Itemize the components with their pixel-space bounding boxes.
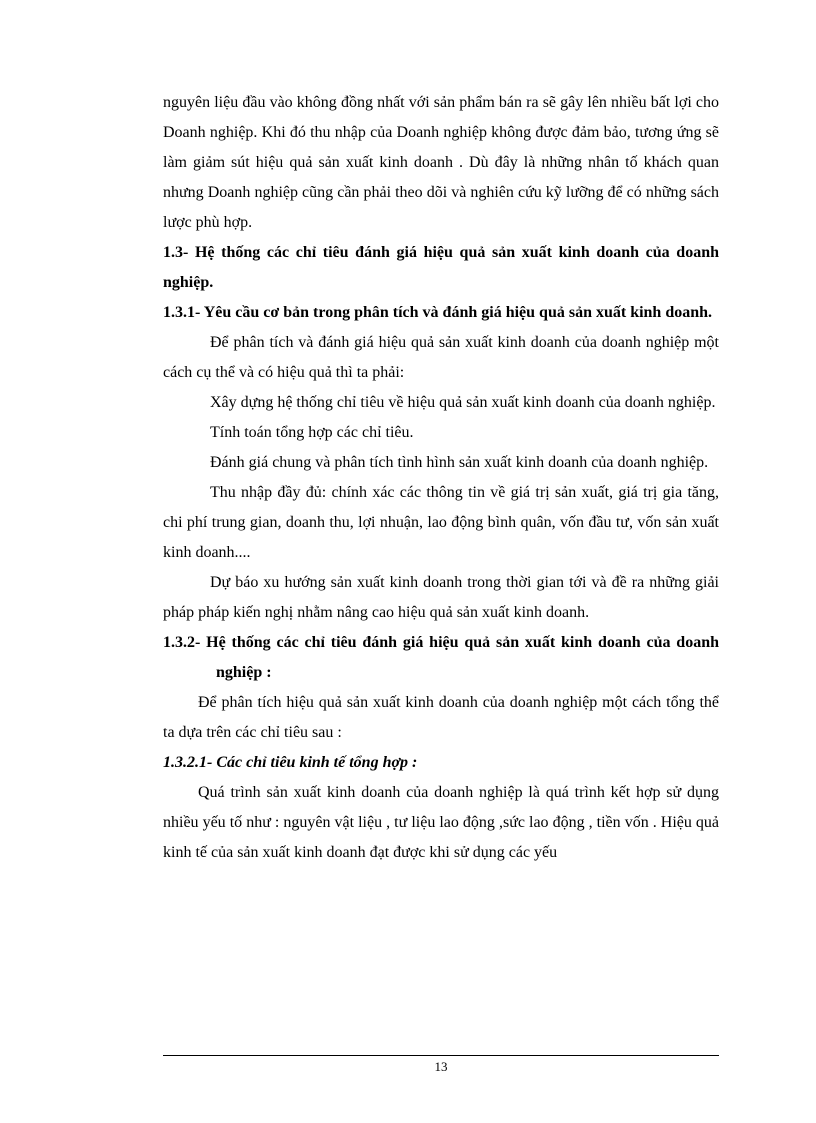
subsection-heading-1-3-2-1: 1.3.2.1- Các chỉ tiêu kinh tế tổng hợp : — [163, 754, 418, 771]
section-heading-1-3: 1.3- Hệ thống các chỉ tiêu đánh giá hiệu quả sản xuất kinh doanh của doanh nghiệp. — [163, 244, 719, 291]
list-item-evaluate: Đánh giá chung và phân tích tình hình sản xuất kinh doanh của doanh nghiệp. — [210, 454, 709, 471]
document-body — [163, 88, 719, 868]
body-paragraph-1: nguyên liệu đầu vào không đồng nhất với sản phẩm bán ra sẽ gây lên nhiều bất lợi cho Doanh nghiệp. Khi đó thu nhập của Doanh nghiệp không được đảm bảo, tương ứng sẽ làm giảm sút hiệu quả sản xuất kinh doanh . Dù đây là những nhân tố khách quan nhưng Doanh nghiệp cũng cần phải theo dõi và nghiên cứu kỹ lưỡng để có những sách lược phù hợp. — [163, 94, 719, 231]
body-paragraph-3: Để phân tích hiệu quả sản xuất kinh doanh của doanh nghiệp một cách tổng thể ta dựa trên các chỉ tiêu sau : — [163, 694, 719, 741]
body-paragraph-4: Quá trình sản xuất kinh doanh của doanh nghiệp là quá trình kết hợp sử dụng nhiều yếu tố như : nguyên vật liệu , tư liệu lao động ,sức lao động , tiền vốn . Hiệu quả kinh tế của sản xuất kinh doanh đạt được khi sử dụng các yếu — [163, 784, 719, 861]
section-heading-1-3-1: 1.3.1- Yêu cầu cơ bản trong phân tích và đánh giá hiệu quả sản xuất kinh doanh. — [163, 304, 713, 321]
footer-divider — [163, 1055, 719, 1056]
list-item-calculate: Tính toán tổng hợp các chỉ tiêu. — [210, 424, 414, 441]
list-item-build-indicators: Xây dựng hệ thống chỉ tiêu về hiệu quả sản xuất kinh doanh của doanh nghiệp. — [210, 394, 716, 411]
page-number: 13 — [434, 1059, 448, 1074]
list-item-forecast: Dự báo xu hướng sản xuất kinh doanh trong thời gian tới và đề ra những giải pháp pháp kiến nghị nhằm nâng cao hiệu quả sản xuất kinh doanh. — [163, 574, 719, 621]
section-heading-1-3-2: 1.3.2- Hệ thống các chỉ tiêu đánh giá hiệu quả sản xuất kinh doanh của doanh nghiệp : — [163, 634, 719, 681]
list-item-collect-information: Thu nhập đầy đủ: chính xác các thông tin về giá trị sản xuất, giá trị gia tăng, chi phí trung gian, doanh thu, lợi nhuận, lao động bình quân, vốn đầu tư, vốn sản xuất kinh doanh.... — [163, 484, 719, 561]
body-paragraph-2: Để phân tích và đánh giá hiệu quả sản xuất kinh doanh của doanh nghiệp một cách cụ thể và có hiệu quả thì ta phải: — [163, 334, 719, 381]
